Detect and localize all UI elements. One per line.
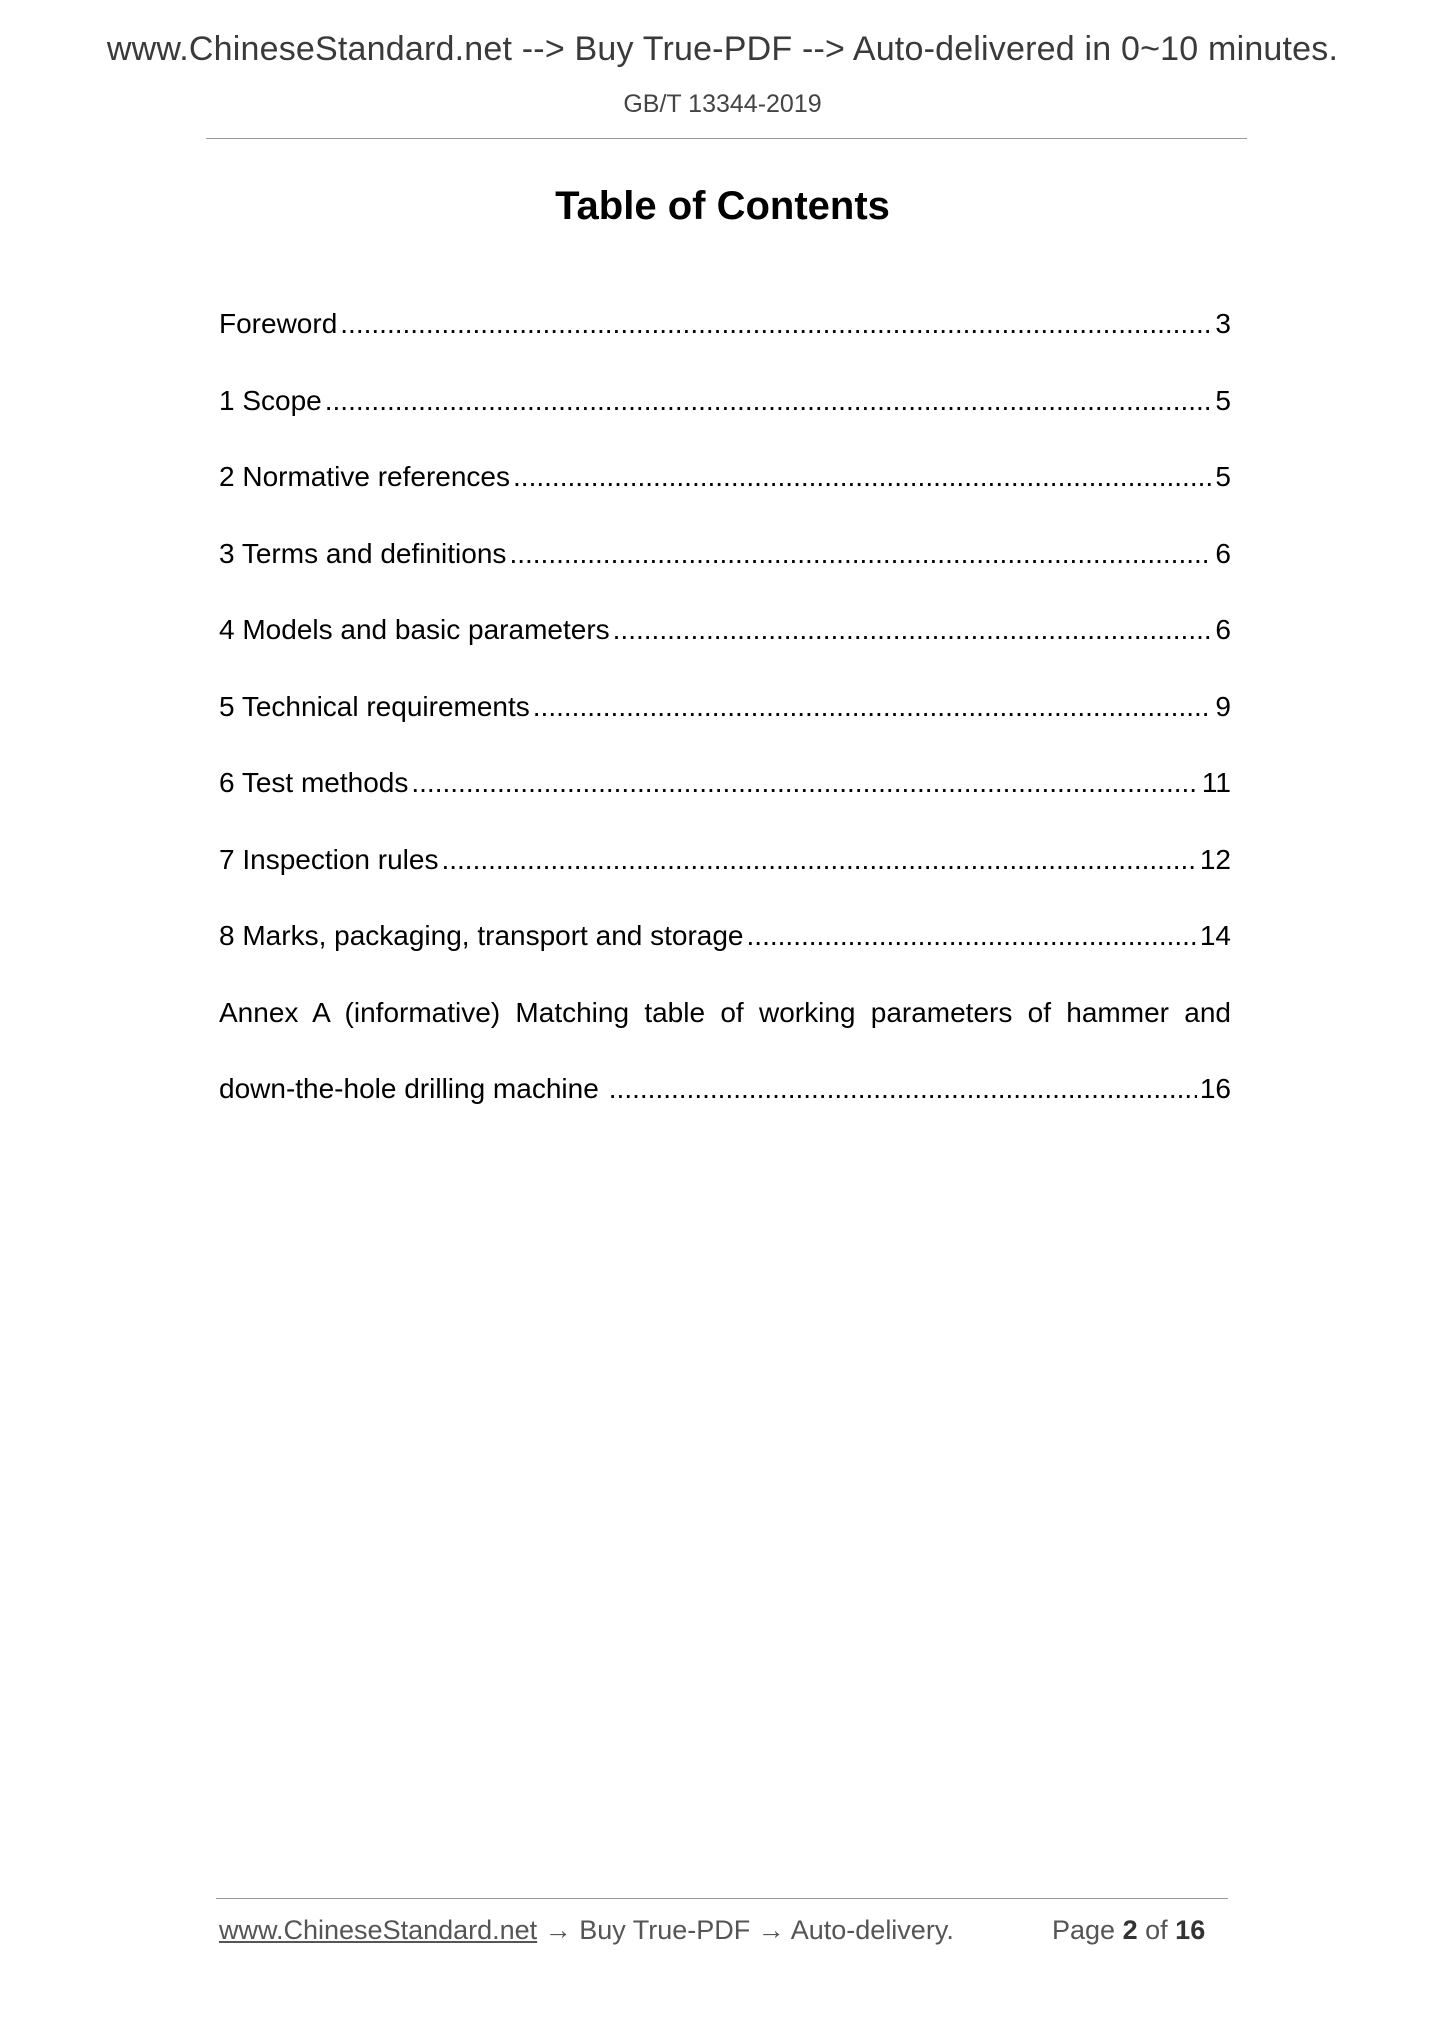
toc-entry-inspection-rules[interactable] bbox=[219, 832, 1231, 909]
toc-leader-dots bbox=[747, 908, 1197, 964]
toc-title: Table of Contents bbox=[555, 184, 890, 228]
toc-entry-label: 8 Marks, packaging, transport and storage bbox=[219, 920, 744, 951]
toc-entry-page: 12 bbox=[1199, 843, 1231, 875]
toc-leader-dots bbox=[441, 832, 1196, 888]
toc-entry-page: 5 bbox=[1215, 384, 1231, 416]
toc-leader-dots bbox=[609, 1061, 1197, 1117]
toc-leader-dots bbox=[411, 755, 1199, 811]
toc-entry-page: 14 bbox=[1199, 920, 1231, 951]
toc-entry-scope[interactable] bbox=[219, 373, 1231, 450]
toc-entry-page: 6 bbox=[1215, 614, 1231, 645]
toc-entry-label: 3 Terms and definitions bbox=[219, 537, 507, 569]
toc-entry-annex-a-line1[interactable] bbox=[219, 985, 1231, 1062]
toc-list bbox=[219, 296, 1231, 1138]
toc-entry-label: 1 Scope bbox=[219, 384, 322, 416]
of-label: of bbox=[1145, 1915, 1168, 1945]
toc-entry-page: 9 bbox=[1215, 690, 1231, 722]
toc-entry-label: 2 Normative references bbox=[219, 461, 511, 492]
toc-entry-models-parameters[interactable] bbox=[219, 602, 1231, 679]
toc-leader-dots bbox=[513, 449, 1212, 505]
toc-leader-dots bbox=[613, 602, 1213, 658]
toc-leader-dots bbox=[325, 373, 1213, 429]
toc-entry-page: 16 bbox=[1199, 1073, 1231, 1104]
page-label: Page bbox=[1052, 1915, 1116, 1945]
toc-entry-normative-references[interactable] bbox=[219, 449, 1231, 526]
footer-divider bbox=[216, 1898, 1228, 1899]
toc-entry-label: Annex A (informative) Matching table of working parameters of hammer and bbox=[219, 996, 1231, 1028]
toc-entry-label: 5 Technical requirements bbox=[219, 690, 530, 722]
toc-entry-page: 5 bbox=[1215, 461, 1231, 492]
total-pages: 16 bbox=[1175, 1915, 1206, 1945]
toc-entry-page: 11 bbox=[1201, 767, 1231, 798]
toc-entry-label: Foreword bbox=[219, 308, 338, 339]
current-page: 2 bbox=[1122, 1915, 1138, 1945]
toc-entry-label: 4 Models and basic parameters bbox=[219, 614, 610, 645]
footer-page-number bbox=[1052, 1915, 1205, 1946]
toc-entry-label: down-the-hole drilling machine bbox=[219, 1073, 599, 1104]
toc-entry-test-methods[interactable] bbox=[219, 755, 1231, 832]
toc-entry-terms-definitions[interactable] bbox=[219, 526, 1231, 603]
header-divider bbox=[206, 138, 1247, 139]
toc-leader-dots bbox=[340, 296, 1212, 352]
footer-left bbox=[219, 1915, 954, 1946]
document-id: GB/T 13344-2019 bbox=[623, 90, 822, 118]
footer-tagline: → Buy True-PDF → Auto-delivery. bbox=[537, 1915, 954, 1945]
toc-entry-page: 6 bbox=[1215, 537, 1231, 569]
toc-leader-dots bbox=[509, 526, 1212, 582]
footer-site-link[interactable]: www.ChineseStandard.net bbox=[219, 1915, 538, 1945]
toc-entry-page: 3 bbox=[1215, 308, 1231, 339]
toc-entry-technical-requirements[interactable] bbox=[219, 679, 1231, 756]
toc-leader-dots bbox=[533, 679, 1213, 735]
toc-entry-label: 7 Inspection rules bbox=[219, 843, 439, 875]
toc-entry-annex-a-line2[interactable] bbox=[219, 1061, 1231, 1138]
toc-entry-marks-packaging[interactable] bbox=[219, 908, 1231, 985]
toc-entry-foreword[interactable] bbox=[219, 296, 1231, 373]
header-banner: www.ChineseStandard.net --> Buy True-PDF --> Auto-delivered in 0~10 minutes. bbox=[106, 30, 1339, 68]
toc-entry-label: 6 Test methods bbox=[219, 767, 409, 798]
